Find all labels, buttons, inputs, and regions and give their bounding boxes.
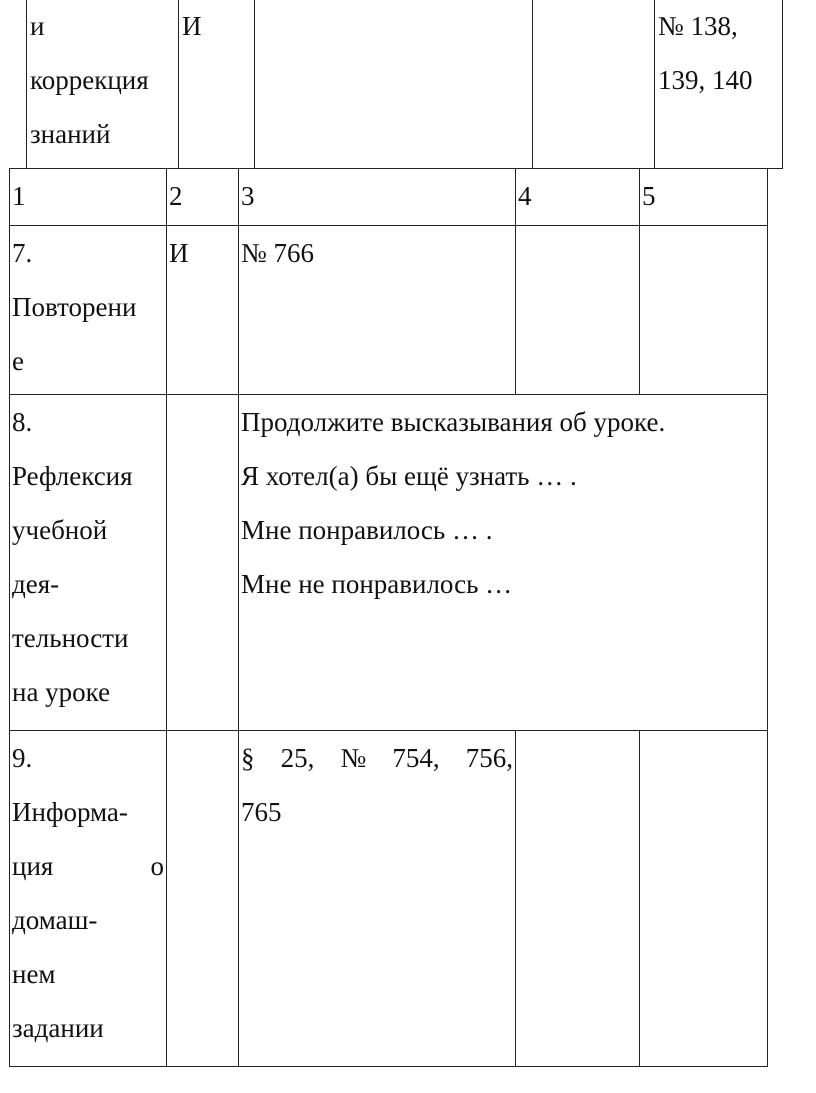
table-row-reflection [10,395,768,731]
col4-cell [516,226,640,395]
top-table-fragment [26,0,783,169]
stage-text-line: задании [12,1013,104,1043]
stage-text-line: нем [12,959,56,989]
stage-cell [10,731,167,1067]
col5-text: № 138, 139, 140 [658,11,753,95]
homework-token: 754, [392,743,440,773]
col4-cell [533,0,655,169]
stage-number: 9. [12,743,33,773]
lesson-plan-table [9,168,768,1067]
stage-text: 8. Рефлексия учебной дея- тельности на уроке [12,407,133,707]
col4-cell [516,731,640,1067]
reflection-line-disliked: Мне не понравилось … [241,569,513,599]
col5-cell [655,0,783,169]
type-text: И [169,238,189,268]
table-header-row [10,169,768,226]
content-cell [239,226,516,395]
stage-text-line: Информа- [12,797,128,827]
stage-cell [10,226,167,395]
homework-token: 756, [465,743,513,773]
table-row-repetition [10,226,768,395]
type-text: И [182,11,202,41]
type-cell [167,731,239,1067]
reflection-line-liked: Мне понравилось … . [241,515,493,545]
col5-cell [640,226,768,395]
table-row-homework [10,731,768,1067]
stage-word: о [150,851,164,881]
type-cell [179,0,255,169]
stage-text-line: домаш- [12,905,98,935]
homework-assignment-line [241,731,513,785]
header-cell-3: 3 [239,169,516,226]
stage-text: и коррекция знаний [30,11,149,149]
type-cell [167,395,239,731]
reflection-content-cell [239,395,768,731]
table-row-correction [27,0,783,169]
reflection-line-learn: Я хотел(а) бы ещё узнать … . [241,461,577,491]
header-cell-4: 4 [516,169,640,226]
stage-text: 7. Повторени е [12,238,137,376]
homework-token: № [340,743,367,773]
header-cell-2: 2 [167,169,239,226]
content-text: № 766 [241,238,315,268]
type-cell [167,226,239,395]
homework-assignment-line2: 765 [241,797,282,827]
stage-cell [27,0,179,169]
header-cell-1: 1 [10,169,167,226]
col5-cell [640,731,768,1067]
reflection-prompt: Продолжите высказывания об уроке. [241,407,666,437]
stage-cell [10,395,167,731]
content-cell [255,0,533,169]
stage-text-justified [12,839,164,893]
homework-token: § [241,743,255,773]
homework-content-cell [239,731,516,1067]
homework-token: 25, [280,743,315,773]
stage-word: ция [12,851,54,881]
header-cell-5: 5 [640,169,768,226]
